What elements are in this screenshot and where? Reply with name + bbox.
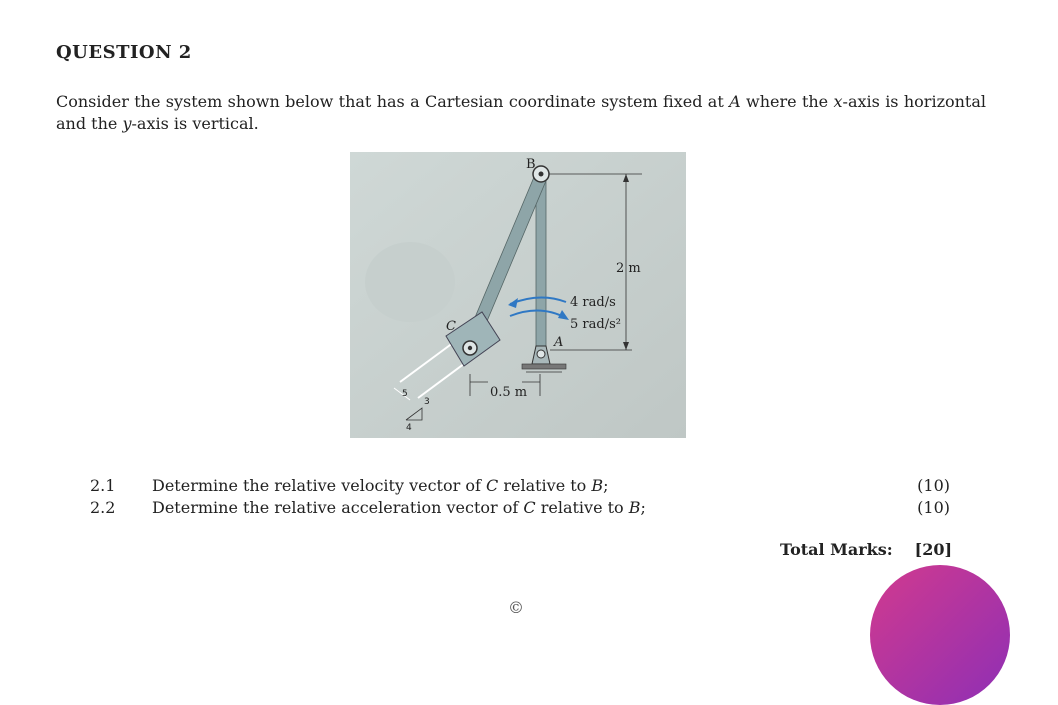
point-c-ref: C <box>523 498 536 517</box>
question-text-part: Determine the relative velocity vector of <box>152 476 486 495</box>
intro-text: Consider the system shown below that has a Cartesian coordinate system fixed at <box>56 92 730 111</box>
link-ab <box>536 176 546 352</box>
point-c-ref: C <box>486 476 499 495</box>
label-width: 0.5 m <box>490 385 528 400</box>
y-axis-ref: y <box>122 114 132 133</box>
label-alpha: 5 rad/s² <box>570 317 621 332</box>
point-a-ref: A <box>729 92 741 111</box>
x-axis-ref: x <box>833 92 843 111</box>
total-marks <box>780 540 952 559</box>
intro-text: -axis is vertical. <box>131 114 259 133</box>
question-2-2 <box>90 497 960 519</box>
label-b: B <box>526 157 536 172</box>
question-text-part: Determine the relative acceleration vector of <box>152 498 524 517</box>
question-heading: QUESTION 2 <box>56 42 192 63</box>
question-text <box>152 497 646 519</box>
mechanism-figure <box>350 152 686 438</box>
background-shadow <box>365 242 455 322</box>
question-2-1 <box>90 475 960 497</box>
question-number: 2.1 <box>90 476 116 495</box>
question-text <box>152 475 609 497</box>
point-b-ref: B <box>591 476 604 495</box>
pin-c-center <box>468 346 472 350</box>
intro-text: where the <box>740 92 834 111</box>
pin-b-center <box>539 172 544 177</box>
point-b-ref: B <box>628 498 641 517</box>
intro-paragraph <box>56 91 986 135</box>
slope-label-3: 3 <box>424 397 430 407</box>
question-number: 2.2 <box>90 498 116 517</box>
label-height: 2 m <box>616 261 641 276</box>
total-marks-label: Total Marks: <box>780 540 893 559</box>
floating-action-badge[interactable] <box>870 565 1010 705</box>
question-text-part: ; <box>603 476 609 495</box>
question-marks: (10) <box>917 498 950 517</box>
question-marks: (10) <box>917 476 950 495</box>
slope-label-5: 5 <box>402 389 408 399</box>
label-a: A <box>554 335 564 350</box>
copyright-symbol: © <box>508 598 524 617</box>
total-marks-value: [20] <box>914 540 953 559</box>
label-omega: 4 rad/s <box>570 295 616 310</box>
slope-label-4: 4 <box>406 423 412 433</box>
intro-text: -axis is horizontal and the <box>56 92 987 133</box>
question-text-part: ; <box>640 498 646 517</box>
label-c: C <box>446 319 456 334</box>
question-text-part: relative to <box>498 476 592 495</box>
question-text-part: relative to <box>535 498 629 517</box>
